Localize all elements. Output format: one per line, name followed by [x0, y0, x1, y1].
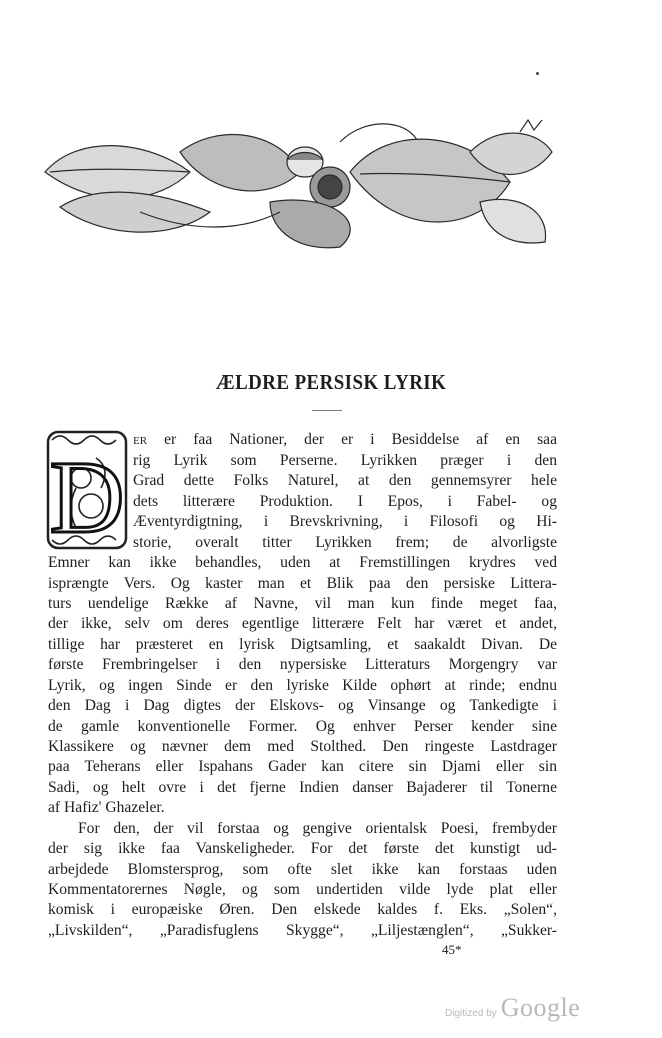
title-rule: [312, 410, 342, 411]
page-number: 45*: [442, 942, 462, 957]
text-line: første Frembringelser i den nypersiske Litteraturs Morgengry var: [48, 656, 557, 673]
text-line: Grad dette Folks Naturel, at den gennemsyrer hele: [133, 472, 557, 489]
text-line: dets litterære Produktion. I Epos, i Fabel- og: [133, 493, 557, 510]
digitized-by-google-watermark: [445, 993, 580, 1023]
text-line: Kommentatorernes Nøgle, og som undertiden vilde lyde plat eller: [48, 881, 557, 898]
text-line: arbejdede Blomstersprog, som ofte slet ikke kan forstaas uden: [48, 861, 557, 878]
watermark-prefix: Digitized by: [445, 1008, 497, 1019]
scan-speck: [536, 72, 539, 75]
text-line: Æventyrdigtning, i Brevskrivning, i Filosofi og Hi-: [133, 513, 557, 530]
google-logo: Google: [500, 993, 581, 1022]
text-line: komisk i europæiske Øren. Den elskede kaldes f. Eks. „Solen“,: [48, 901, 557, 918]
text-line: der sig ikke faa Vanskeligheder. For det første det kunstigt ud-: [48, 840, 557, 857]
leaf-ornament-headpiece: [40, 112, 556, 254]
text-line: „Livskilden“, „Paradisfuglens Skygge“, „Liljestænglen“, „Sukker-: [48, 922, 557, 939]
svg-text:D: D: [49, 440, 125, 552]
text-line: For den, der vil forstaa og gengive orientalsk Poesi, frembyder: [78, 820, 557, 837]
text-line: af Hafiz' Ghazeler.: [48, 799, 165, 816]
text-line: den Dag i Dag digtes der Elskovs- og Vinsange og Tankedigte i: [48, 697, 557, 714]
text-line: rig Lyrik som Perserne. Lyrikken præger i den: [133, 452, 557, 469]
text-line: der ikke, selv om deres egentlige litterære Felt har været et andet,: [48, 615, 557, 632]
text-line: Emner kan ikke behandles, uden at Fremstillingen krydres ved: [48, 554, 557, 571]
text-line: tillige har præsteret en lyrisk Digtsamling, et saakaldt Divan. De: [48, 636, 557, 653]
text-line: Lyrik, og ingen Sinde er den lyriske Kilde ophørt at rinde; endnu: [48, 677, 557, 694]
ornate-dropcap-D: [46, 428, 128, 552]
chapter-title: ÆLDRE PERSISK LYRIK: [215, 370, 447, 394]
text-line: storie, overalt titter Lyrikken frem; de alvorligste: [133, 534, 557, 551]
text-line: de gamle konventionelle Former. Og enhver Perser kender sine: [48, 718, 557, 735]
text-line: Klassikere og nævner dem med Stolthed. Den ringeste Lastdrager: [48, 738, 557, 755]
text-line: turs uendelige Række af Navne, vil man kun finde meget faa,: [48, 595, 557, 612]
text-line: paa Teherans eller Ispahans Gader kan citere sin Djami eller sin: [48, 758, 557, 775]
text-line: ER er faa Nationer, der er i Besiddelse af en saa: [133, 431, 557, 448]
text-line: Sadi, og helt ovre i det fjerne Indien danser Bajaderer til Tonerne: [48, 779, 557, 796]
text-line: isprængte Vers. Og kaster man et Blik paa den persiske Littera-: [48, 575, 557, 592]
